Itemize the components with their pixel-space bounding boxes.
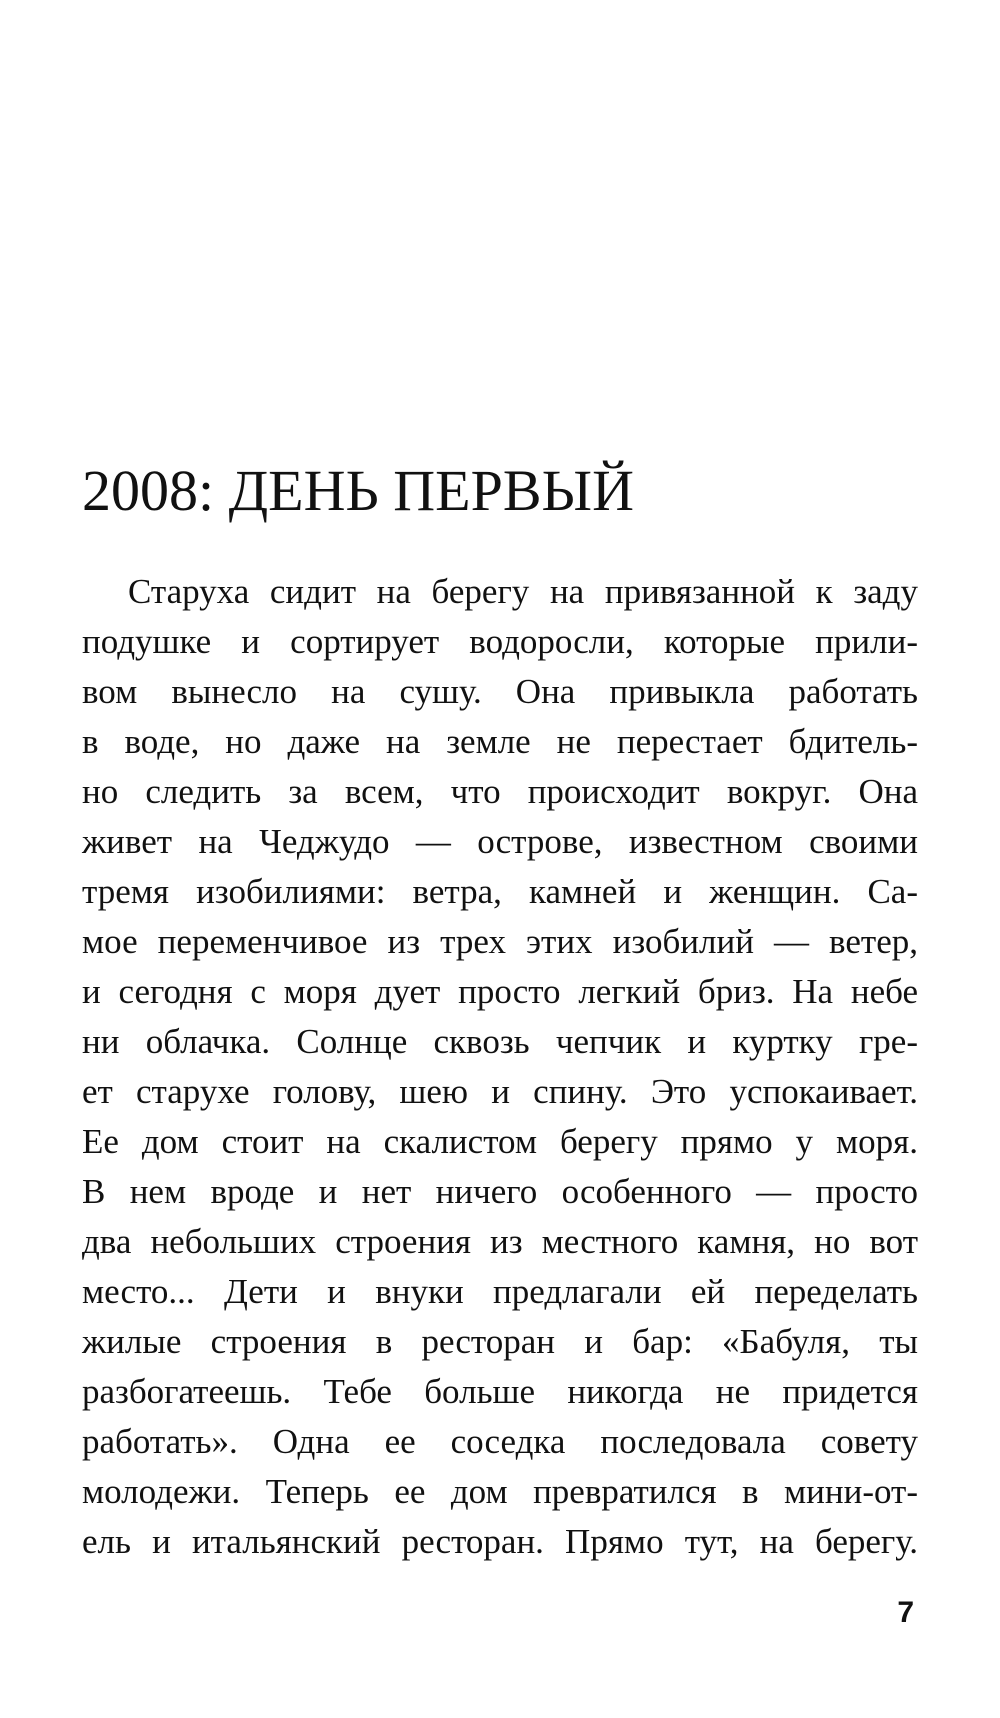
text-line: В нем вроде и нет ничего особенного — просто: [82, 1172, 918, 1211]
text-line: вом вынесло на сушу. Она привыкла работать: [82, 672, 918, 711]
text-line: жилые строения в ресторан и бар: «Бабуля, ты: [82, 1322, 918, 1361]
text-line: место... Дети и внуки предлагали ей переделать: [82, 1272, 918, 1311]
text-line: мое переменчивое из трех этих изобилий — ветер,: [82, 922, 918, 961]
text-line: тремя изобилиями: ветра, камней и женщин. Са-: [82, 872, 918, 911]
text-line: и сегодня с моря дует просто легкий бриз. На небе: [82, 972, 918, 1011]
text-line: в воде, но даже на земле не перестает бдитель-: [82, 722, 918, 761]
text-line: Ее дом стоит на скалистом берегу прямо у моря.: [82, 1122, 918, 1161]
text-line: но следить за всем, что происходит вокруг. Она: [82, 772, 918, 811]
text-line: молодежи. Теперь ее дом превратился в мини-от-: [82, 1472, 918, 1511]
text-line: живет на Чеджудо — острове, известном своими: [82, 822, 918, 861]
chapter-title: 2008: ДЕНЬ ПЕРВЫЙ: [82, 458, 635, 523]
text-line: ель и итальянский ресторан. Прямо тут, на берегу.: [82, 1522, 918, 1561]
text-line: разбогатеешь. Тебе больше никогда не придется: [82, 1372, 918, 1411]
text-line: два небольших строения из местного камня, но вот: [82, 1222, 918, 1261]
text-line: Старуха сидит на берегу на привязанной к заду: [128, 572, 918, 611]
body-paragraph: [82, 567, 918, 1567]
text-line: работать». Одна ее соседка последовала совету: [82, 1422, 918, 1461]
text-line: подушке и сортирует водоросли, которые прили-: [82, 622, 918, 661]
page-number: 7: [897, 1596, 914, 1629]
text-line: ет старухе голову, шею и спину. Это успокаивает.: [82, 1072, 918, 1111]
text-line: ни облачка. Солнце сквозь чепчик и куртку гре-: [82, 1022, 918, 1061]
